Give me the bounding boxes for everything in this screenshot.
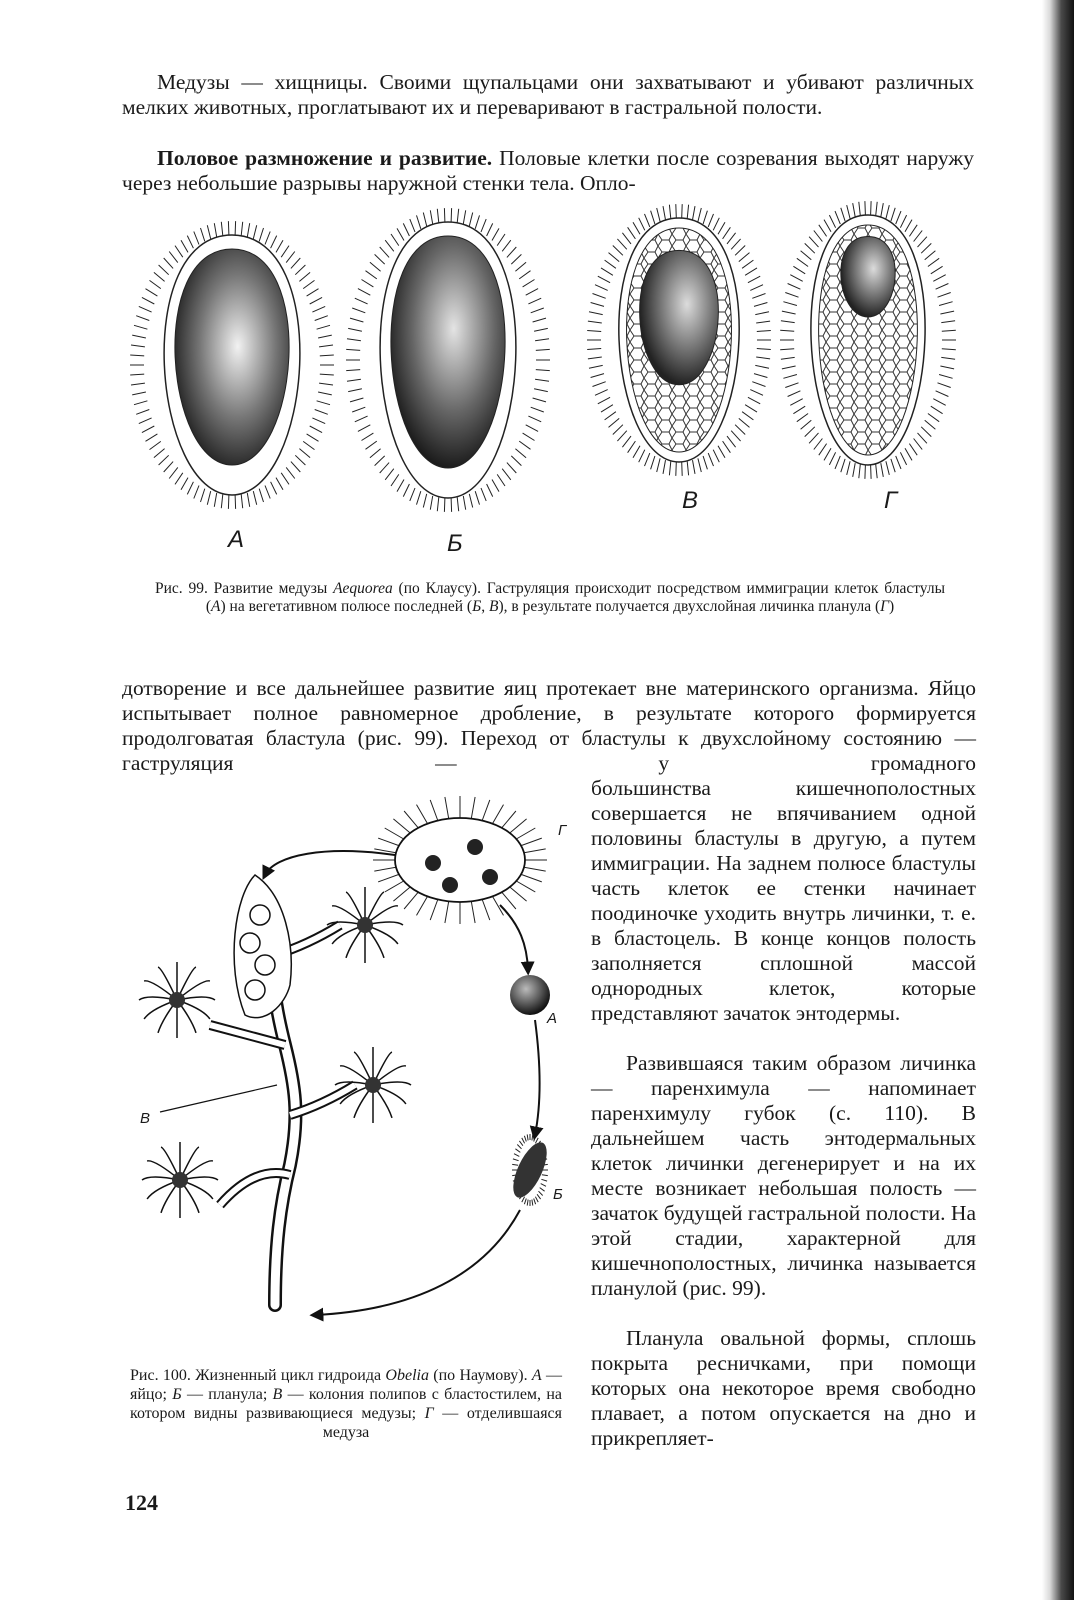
planula xyxy=(506,1134,553,1206)
page-number: 124 xyxy=(125,1490,158,1515)
arrow-planula-to-colony xyxy=(315,1210,520,1315)
figure-99-label-d: Г xyxy=(884,487,898,514)
paragraph-medusa-predators: Медузы — хищницы. Своими щупальцами они захватывают и убивают различных мелких животных, проглатывают их и переваривают в гастральной полости. xyxy=(122,70,974,119)
arrow-egg-to-planula xyxy=(535,1020,540,1135)
paragraph-gastrulation: большинства кишечнополостных совершается не впячиванием одной половины бластулы в другую, а путем иммиграции. На заднем полюсе бластулы часть клеток ее стенки начинает поодиночке уходить внутрь личинки, т. е. в бластоцель. В конце концов полость заполняется сплошной массой однородных клеток, которые представляют зачаток энтодермы. xyxy=(591,776,976,1025)
paragraph-fertilization: дотворение и все дальнейшее развитие яиц протекает вне материнского организма. Яйцо испытывает полное равномерное дробление, в результате которого формируется продолговатая бластула (рис. 99). Переход от бластулы к двухслойному состоянию — гаструляция — у громадного xyxy=(122,676,976,775)
paragraph-parenchymula: Развившаяся таким образом личинка — паренхимула — напоминает паренхимулу губок (с. 110). В дальнейшем часть энтодермальных клеток личинки дегенерирует и на их месте возникает небольшая полость — зачаток будущей гастральной полости. На этой стадии, характерной для кишечнополостных, личинка называется планулой (рис. 99). xyxy=(591,1051,976,1300)
blastula-b xyxy=(346,208,550,512)
medusa-gonad xyxy=(467,839,483,855)
figure-99-illustration xyxy=(0,0,1074,560)
label-pointer-v xyxy=(160,1085,277,1112)
planula-d xyxy=(780,201,956,479)
planula-d-cavity xyxy=(841,237,895,318)
figure-99-label-a: А xyxy=(228,526,245,553)
figure-100-caption: Рис. 100. Жизненный цикл гидроида Obelia (по Наумову). А — яйцо; Б — планула; В — колония полипов с бластостилем, на котором видны развивающиеся медузы; Г — отделившаяся медуза xyxy=(130,1367,563,1441)
free-medusa xyxy=(373,796,547,924)
figure-100-illustration xyxy=(125,785,585,1345)
figure-100-label-b: Б xyxy=(553,1186,563,1203)
polyp xyxy=(139,962,215,1038)
paragraph-planula: Планула овальной формы, сплошь покрыта ресничками, при помощи которых она некоторое время свободно плавает, а потом опускается на дно и прикрепляет- xyxy=(591,1326,976,1450)
figure-100-label-g: Г xyxy=(558,822,567,839)
arrow-medusa-to-egg xyxy=(500,905,528,970)
figure-99-caption: Рис. 99. Развитие медузы Aequorea (по Клаусу). Гаструляция происходит посредством иммиграции клеток бластулы (А) на вегетативном полюсе последней (Б, В), в результате получается двухслойная личинка планула (Г) xyxy=(155,580,945,615)
gastrula-c-cavity xyxy=(640,250,719,384)
colony-branch-core xyxy=(210,1025,285,1045)
figure-99-label-c: В xyxy=(682,487,699,514)
paragraph-text: Половые клетки после созревания выходят наружу через небольшие разрывы наружной стенки тела. Опло- xyxy=(122,146,974,195)
polyp xyxy=(142,1142,218,1218)
medusa-bell xyxy=(395,818,525,902)
egg xyxy=(510,975,550,1015)
gastrula-c xyxy=(587,204,771,476)
blastula-a xyxy=(130,221,334,509)
medusa-gonad xyxy=(482,869,498,885)
medusa-gonad xyxy=(425,855,441,871)
arrow-medusa-from-colony xyxy=(265,851,395,875)
figure-100-label-v: В xyxy=(140,1110,151,1127)
medusa-gonad xyxy=(442,877,458,893)
section-heading: Половое размножение и развитие. xyxy=(157,146,493,170)
figure-100-label-a: А xyxy=(547,1010,558,1027)
figure-99-label-b: Б xyxy=(447,530,463,557)
